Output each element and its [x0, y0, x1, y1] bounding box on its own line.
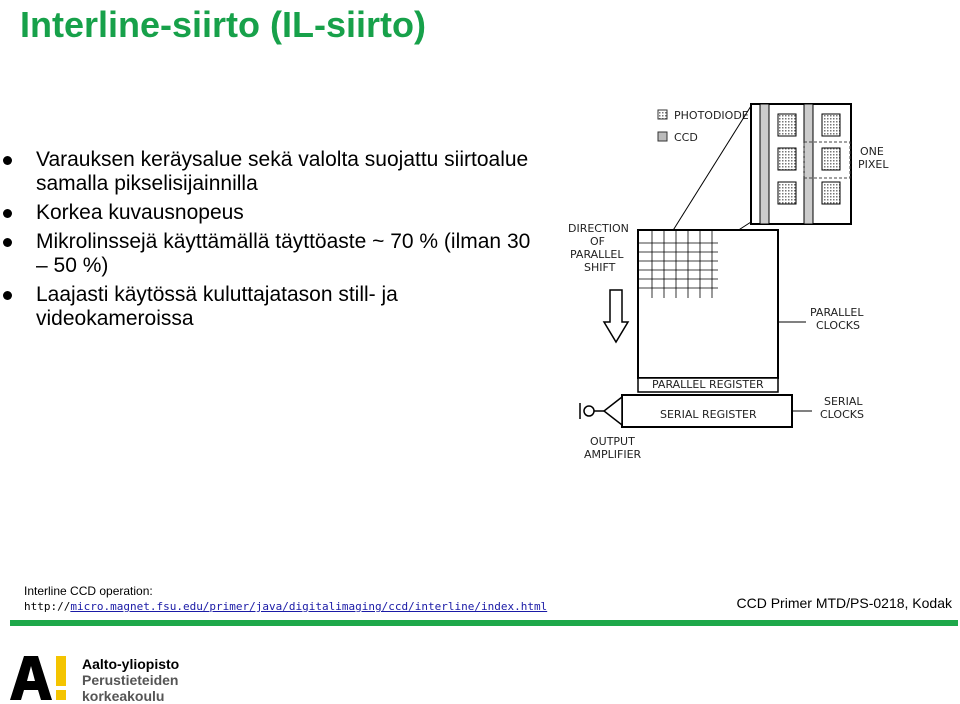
- interline-ccd-diagram: [560, 100, 889, 470]
- university-name: [82, 656, 179, 704]
- bullet-item: [0, 283, 540, 331]
- university-line-3: korkeakoulu: [82, 688, 165, 704]
- bullet-text: Varauksen keräysalue sekä valolta suojattu siirtoalue samalla pikselisijainnilla: [36, 148, 529, 195]
- bullet-dot-icon: [3, 291, 12, 300]
- parallel-register-label: PARALLEL REGISTER: [652, 378, 764, 391]
- parallel-clocks-label-2: CLOCKS: [816, 319, 860, 332]
- direction-label-1: DIRECTION: [568, 222, 629, 235]
- aalto-logo-icon: [8, 654, 72, 702]
- legend-photodiode-label: PHOTODIODE: [674, 109, 749, 122]
- output-amplifier-icon: [580, 397, 622, 425]
- reference-label: Interline CCD operation:: [24, 584, 153, 598]
- output-label-1: OUTPUT: [590, 435, 635, 448]
- bullet-dot-icon: [3, 209, 12, 218]
- parallel-shift-arrow-icon: [604, 290, 628, 342]
- serial-register-label: SERIAL REGISTER: [660, 408, 757, 421]
- output-label-2: AMPLIFIER: [584, 448, 642, 461]
- bullet-item: [0, 148, 540, 196]
- image-credit: CCD Primer MTD/PS-0218, Kodak: [736, 595, 952, 611]
- bullet-list: [0, 148, 540, 336]
- university-line-2: Perustieteiden: [82, 672, 179, 688]
- pixel-label: PIXEL: [858, 158, 889, 171]
- reference-url-prefix: http://: [24, 600, 71, 613]
- legend-ccd-label: CCD: [674, 131, 698, 144]
- bullet-dot-icon: [3, 238, 12, 247]
- bullet-text: Korkea kuvausnopeus: [36, 201, 244, 224]
- reference-url: [24, 599, 547, 614]
- serial-clocks-label-1: SERIAL: [824, 395, 863, 408]
- magnified-pixel-array: [751, 104, 851, 224]
- bullet-item: [0, 201, 540, 225]
- slide-title: Interline-siirto (IL-siirto): [20, 4, 427, 45]
- footer-divider: [10, 620, 958, 626]
- bullet-item: [0, 230, 540, 278]
- reference: [24, 584, 547, 614]
- reference-link[interactable]: micro.magnet.fsu.edu/primer/java/digitalimaging/ccd/interline/index.html: [70, 600, 548, 613]
- parallel-clocks-label-1: PARALLEL: [810, 306, 864, 319]
- bullet-text: Mikrolinssejä käyttämällä täyttöaste ~ 70 % (ilman 30 – 50 %): [36, 230, 531, 277]
- direction-label-2: OF: [590, 235, 605, 248]
- ccd-legend-icon: [658, 132, 667, 141]
- bullet-dot-icon: [3, 156, 12, 165]
- bullet-text: Laajasti käytössä kuluttajatason still- ja videokameroissa: [36, 283, 398, 330]
- one-label: ONE: [860, 145, 884, 158]
- direction-label-3: PARALLEL: [570, 248, 624, 261]
- photodiode-legend-icon: [658, 110, 667, 119]
- serial-clocks-label-2: CLOCKS: [820, 408, 864, 421]
- university-line-1: Aalto-yliopisto: [82, 656, 180, 672]
- direction-label-4: SHIFT: [584, 261, 616, 274]
